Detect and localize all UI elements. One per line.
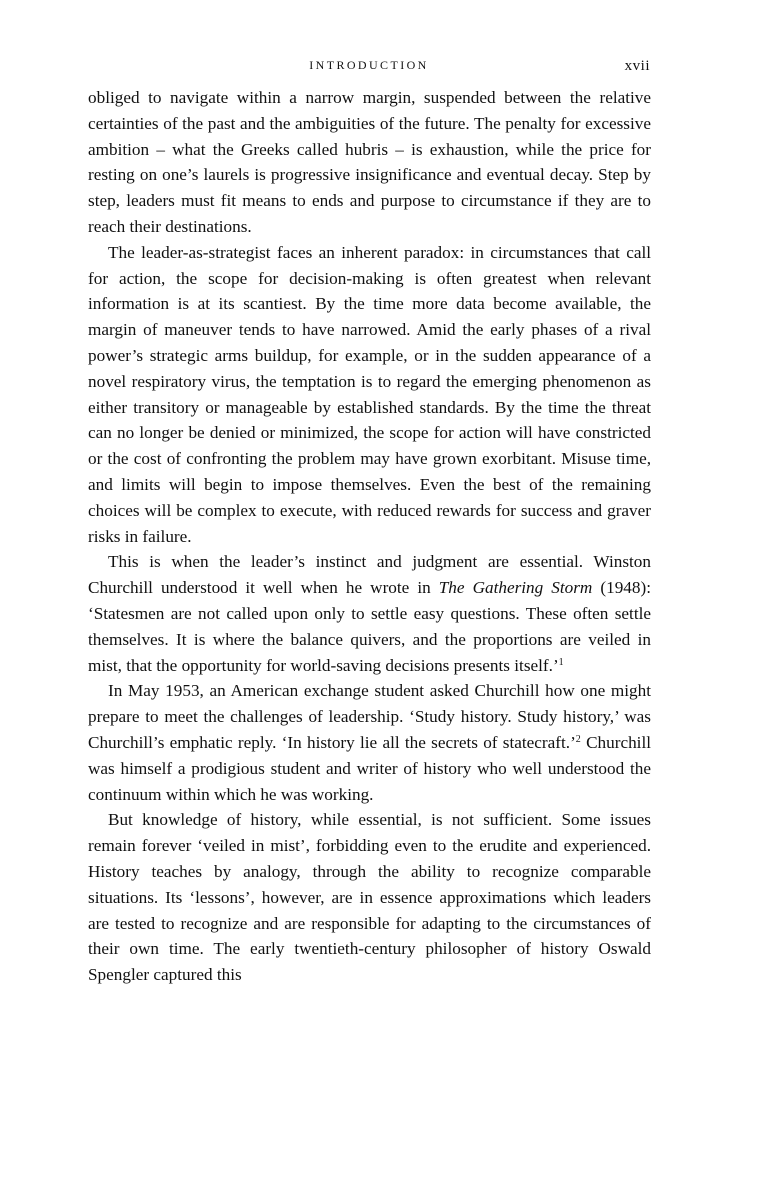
book-title: The Gathering Storm — [438, 578, 593, 598]
paragraph — [88, 549, 651, 678]
paragraph-text: obliged to navigate within a narrow margin, suspended between the relative certainties of the past and the ambiguities of the future. The penalty for excessive ambition – what the Greeks called hubris – is exhaustion, while the price for resting on one’s laurels is progressive insignificance and eventual decay. Step by step, leaders must fit means to ends and purpose to circumstance if they are to reach their destinations. — [88, 88, 651, 236]
section-title: INTRODUCTION — [309, 58, 429, 72]
paragraph — [88, 240, 651, 550]
running-head — [88, 58, 650, 76]
paragraph-text: This is when the leader’s instinct and judgment are essential. Winston Churchill understood it well when he wrote in — [88, 552, 651, 598]
footnote-ref: 2 — [575, 733, 581, 745]
paragraph — [88, 85, 651, 240]
paragraph — [88, 678, 651, 807]
paragraph-text: (1948): ‘Statesmen are not called upon only to settle easy questions. These often settle themselves. It is where the balance quivers, and the proportions are veiled in mist, that the opportunity for world-saving decisions presents itself.’ — [88, 578, 651, 675]
footnote-ref: 1 — [558, 656, 564, 668]
paragraph — [88, 807, 651, 988]
paragraph-text: The leader-as-strategist faces an inherent paradox: in circumstances that call for action, the scope for decision-making is often greatest when relevant information is at its scantiest. By the time more data become available, the margin of maneuver tends to have narrowed. Amid the early phases of a rival power’s strategic arms buildup, for example, or in the sudden appearance of a novel respiratory virus, the temptation is to regard the emerging phenomenon as either transitory or manageable by established standards. By the time the threat can no longer be denied or minimized, the scope for action will have constricted or the cost of confronting the problem may have grown exorbitant. Misuse time, and limits will begin to impose themselves. Even the best of the remaining choices will be complex to execute, with reduced rewards for success and graver risks in failure. — [88, 242, 651, 546]
page-number: xvii — [624, 58, 650, 74]
paragraph-text: But knowledge of history, while essential, is not sufficient. Some issues remain forever ‘veiled in mist’, forbidding even to the erudite and experienced. History teaches by analogy, through the ability to recognize comparable situations. Its ‘lessons’, however, are in essence approximations which leaders are tested to recognize and are responsible for adapting to the circumstances of their own time. The early twentieth-century philosopher of history Oswald Spengler captured this — [88, 810, 651, 985]
body-text — [88, 85, 651, 988]
paragraph-text: Churchill was himself a prodigious student and writer of history who well understood the continuum within which he was working. — [88, 732, 651, 804]
paragraph-text: In May 1953, an American exchange student asked Churchill how one might prepare to meet the challenges of leadership. ‘Study history. Study history,’ was Churchill’s emphatic reply. ‘In history lie all the secrets of statecraft.’ — [88, 681, 651, 752]
